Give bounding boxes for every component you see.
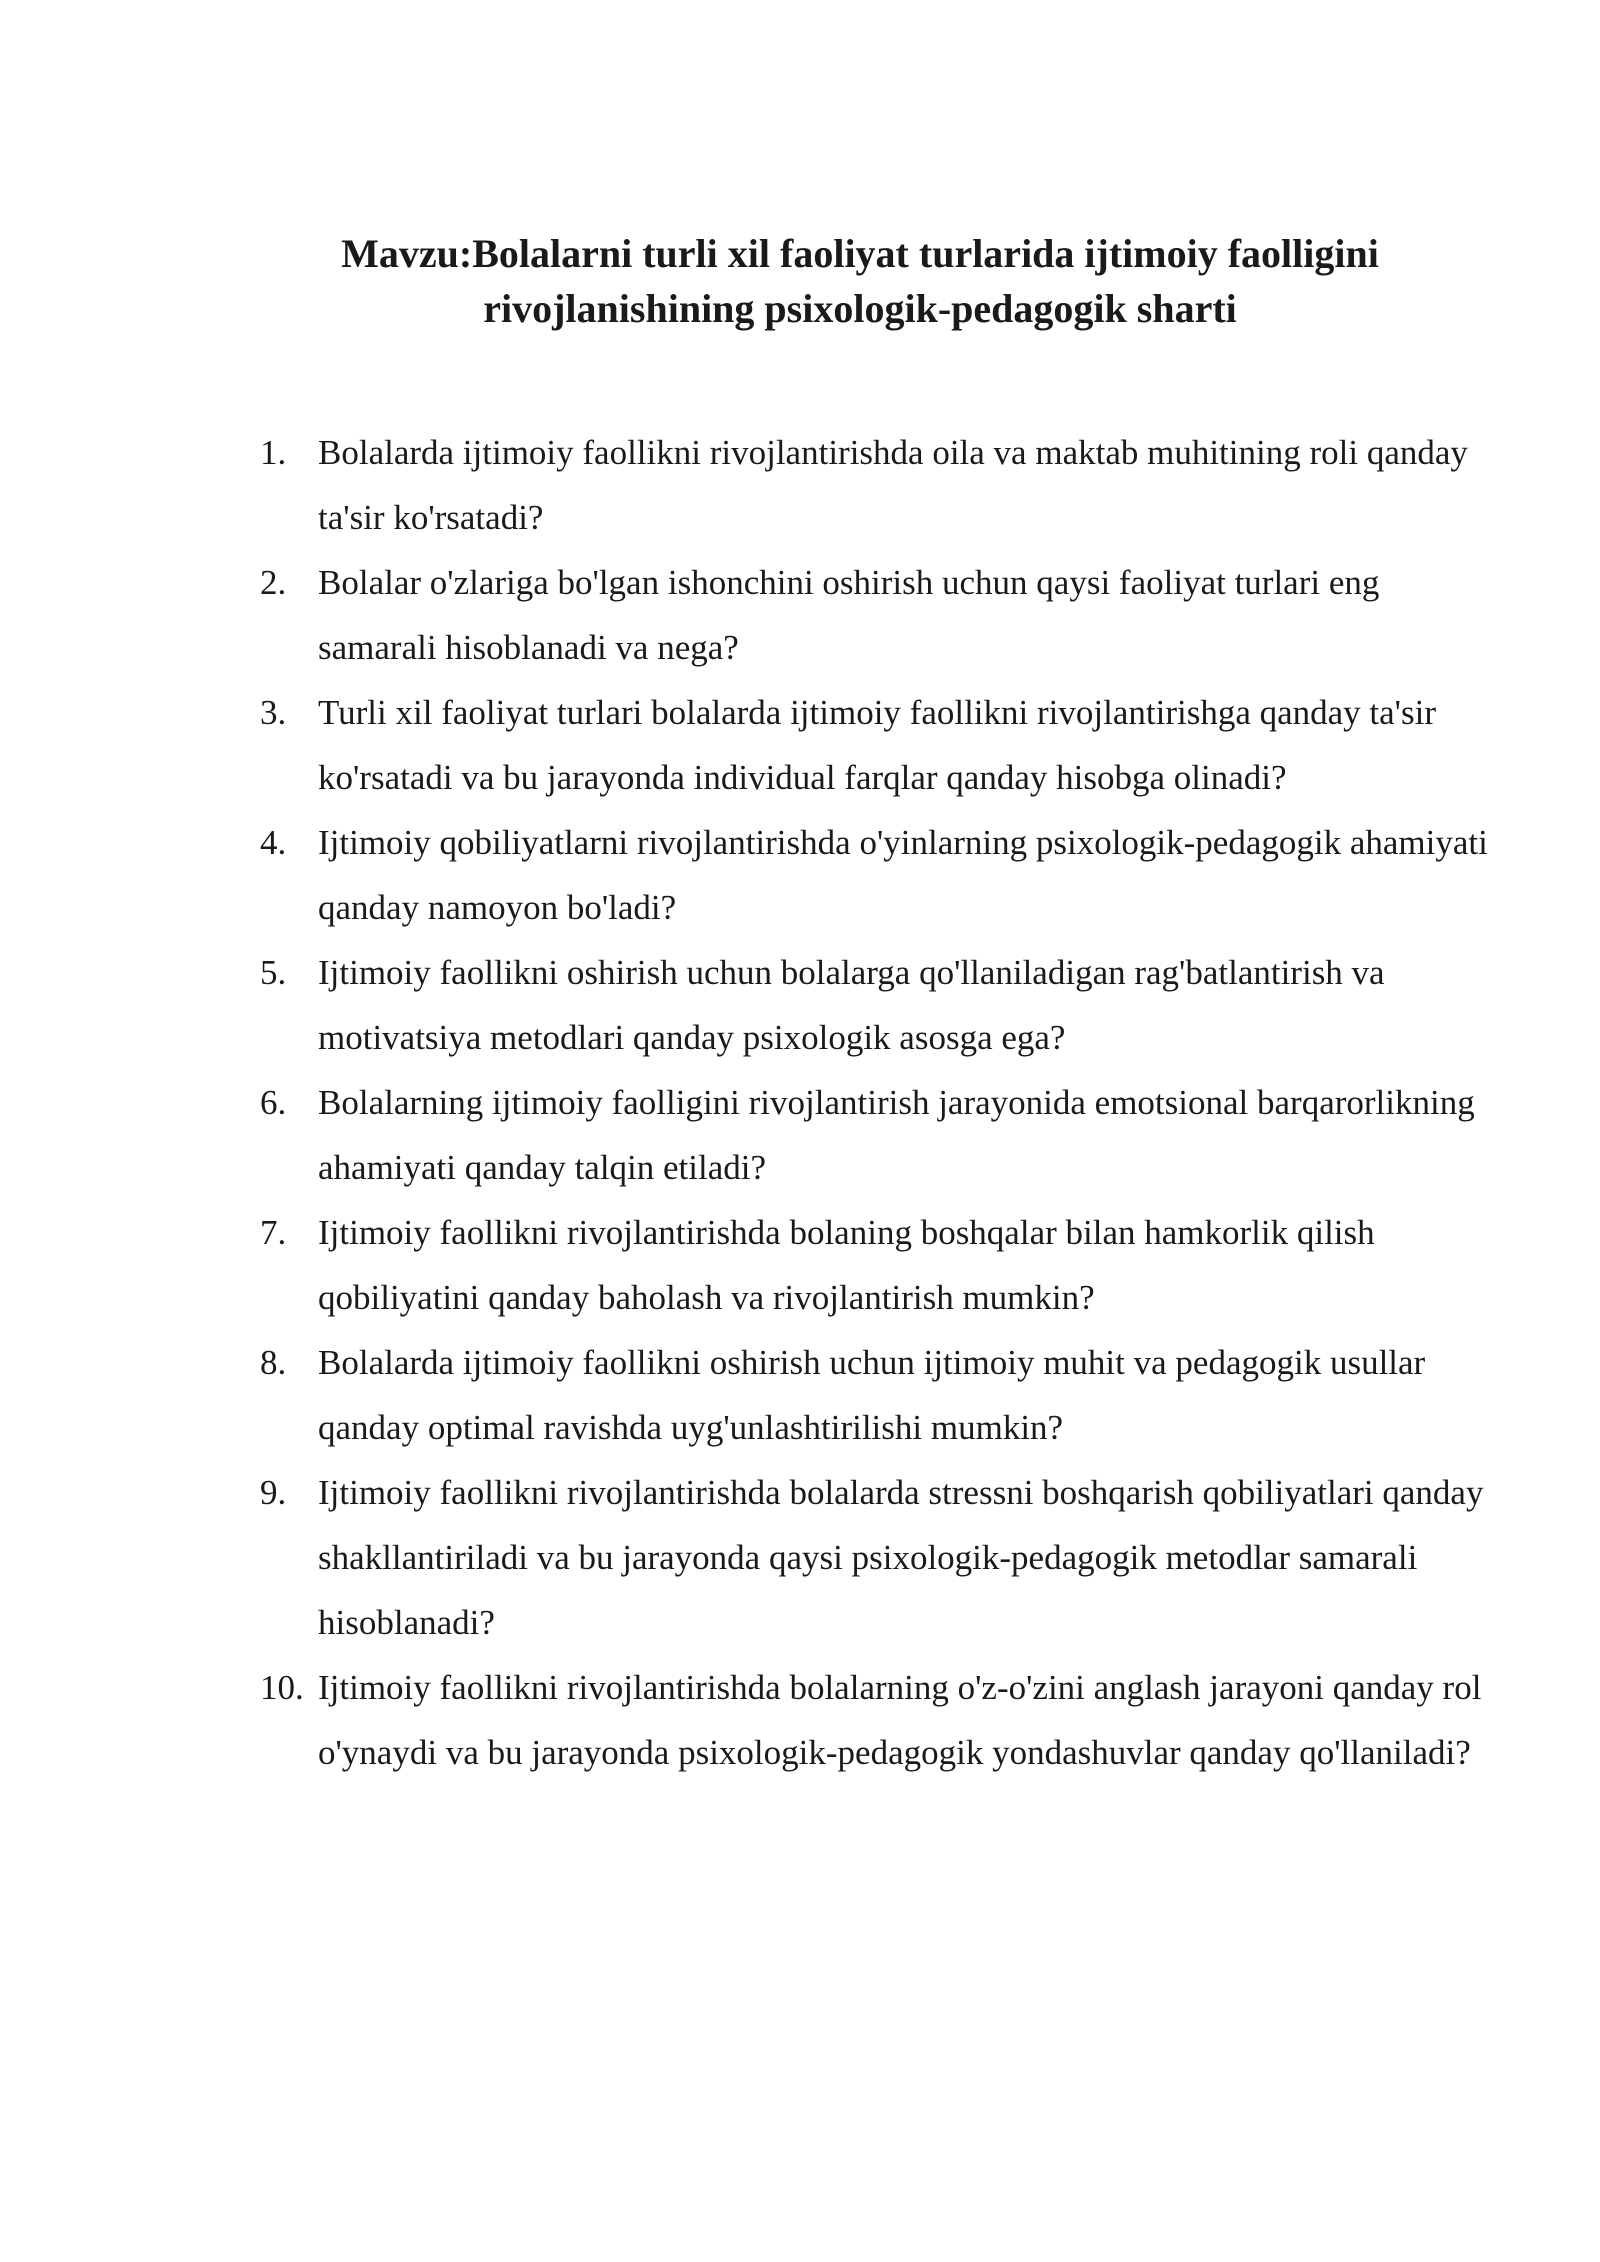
- document-title: [260, 226, 1460, 336]
- question-item-1: [260, 420, 1500, 550]
- question-text: Bolalarda ijtimoiy faollikni rivojlantirishda oila va maktab muhitining roli qanday ta'sir ko'rsatadi?: [318, 433, 1468, 537]
- question-item-2: [260, 550, 1500, 680]
- title-line-1: Mavzu:Bolalarni turli xil faoliyat turlarida ijtimoiy faolligini: [341, 231, 1379, 276]
- question-list: [260, 420, 1500, 1785]
- question-number: 8.: [260, 1343, 287, 1382]
- question-number: 5.: [260, 953, 287, 992]
- question-item-5: [260, 940, 1500, 1070]
- question-number: 6.: [260, 1083, 287, 1122]
- question-text: Ijtimoiy faollikni rivojlantirishda bolalarda stressni boshqarish qobiliyatlari qanday shakllantiriladi va bu jarayonda qaysi psixologik-pedagogik metodlar samarali hisoblanadi?: [318, 1473, 1484, 1642]
- question-number: 7.: [260, 1213, 287, 1252]
- question-number: 10.: [260, 1668, 304, 1707]
- question-item-7: [260, 1200, 1500, 1330]
- question-item-3: [260, 680, 1500, 810]
- question-text: Bolalarning ijtimoiy faolligini rivojlantirish jarayonida emotsional barqarorlikning ahamiyati qanday talqin etiladi?: [318, 1083, 1475, 1187]
- title-line-2: rivojlanishining psixologik-pedagogik sharti: [483, 286, 1237, 331]
- question-item-9: [260, 1460, 1500, 1655]
- question-number: 9.: [260, 1473, 287, 1512]
- question-item-10: [260, 1655, 1500, 1785]
- question-text: Turli xil faoliyat turlari bolalarda ijtimoiy faollikni rivojlantirishga qanday ta'sir ko'rsatadi va bu jarayonda individual farqlar qanday hisobga olinadi?: [318, 693, 1436, 797]
- question-item-6: [260, 1070, 1500, 1200]
- question-item-8: [260, 1330, 1500, 1460]
- question-text: Ijtimoiy qobiliyatlarni rivojlantirishda o'yinlarning psixologik-pedagogik ahamiyati qanday namoyon bo'ladi?: [318, 823, 1488, 927]
- question-number: 3.: [260, 693, 287, 732]
- question-number: 1.: [260, 433, 287, 472]
- question-number: 4.: [260, 823, 287, 862]
- question-text: Bolalarda ijtimoiy faollikni oshirish uchun ijtimoiy muhit va pedagogik usullar qanday optimal ravishda uyg'unlashtirilishi mumkin?: [318, 1343, 1426, 1447]
- question-item-4: [260, 810, 1500, 940]
- question-text: Ijtimoiy faollikni oshirish uchun bolalarga qo'llaniladigan rag'batlantirish va motivatsiya metodlari qanday psixologik asosga ega?: [318, 953, 1385, 1057]
- question-text: Ijtimoiy faollikni rivojlantirishda bolalarning o'z-o'zini anglash jarayoni qanday rol o'ynaydi va bu jarayonda psixologik-pedagogik yondashuvlar qanday qo'llaniladi?: [318, 1668, 1482, 1772]
- question-text: Bolalar o'zlariga bo'lgan ishonchini oshirish uchun qaysi faoliyat turlari eng samarali hisoblanadi va nega?: [318, 563, 1380, 667]
- question-number: 2.: [260, 563, 287, 602]
- question-text: Ijtimoiy faollikni rivojlantirishda bolaning boshqalar bilan hamkorlik qilish qobiliyatini qanday baholash va rivojlantirish mumkin?: [318, 1213, 1375, 1317]
